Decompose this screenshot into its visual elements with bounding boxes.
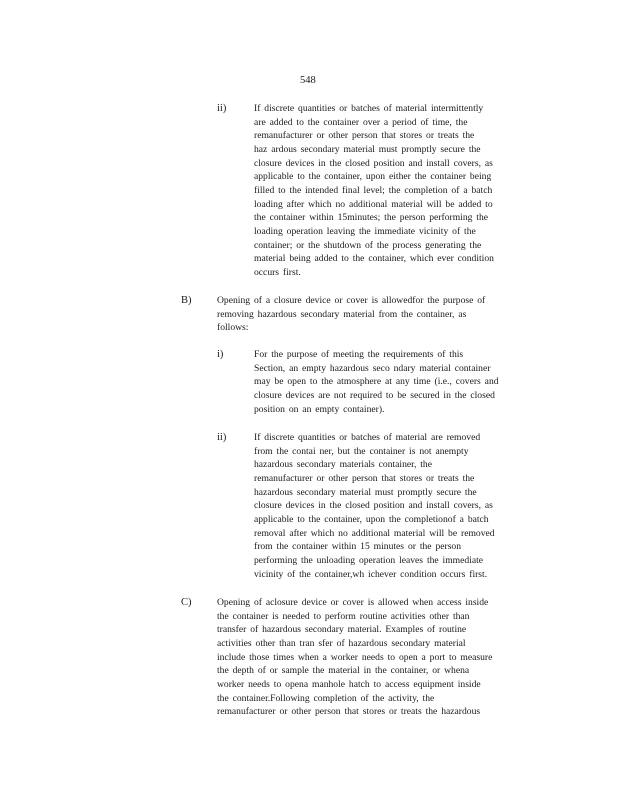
text-line: haz ardous secondary material must promptly secure the xyxy=(254,143,481,155)
text-line: hazardous secondary material must promptly secure the xyxy=(254,486,477,498)
text-line: vicinity of the container,wh ichever condition occurs first. xyxy=(254,568,488,580)
text-line: Section, an empty hazardous seco ndary material container xyxy=(254,362,491,374)
page-number: 548 xyxy=(300,75,316,86)
text-line: If discrete quantities or batches of material intermittently xyxy=(254,103,484,114)
text-line: applicable to the container, upon either the container being xyxy=(254,171,492,183)
text-line: include those times when a worker needs to open a port to measure xyxy=(217,651,493,663)
text-line: remanufacturer or other person that stores or treats the xyxy=(254,130,475,142)
text-line: follows: xyxy=(217,322,249,334)
text-line: are added to the container over a period of time, the xyxy=(254,116,468,128)
item-label-c: C) xyxy=(181,597,192,608)
text-line: remanufacturer or other person that stores or treats the hazardous xyxy=(217,706,481,718)
text-line: the container is needed to perform routine activities other than xyxy=(217,610,470,622)
paragraph-i-empty-container xyxy=(254,348,537,416)
text-line: worker needs to opena manhole hatch to access equipment inside xyxy=(217,678,481,690)
text-line: performing the unloading operation leaves the immediate xyxy=(254,554,484,566)
text-line: activities other than tran sfer of hazardous secondary material xyxy=(217,637,466,649)
text-line: Opening of aclosure device or cover is allowed when access inside xyxy=(217,597,489,608)
text-line: from the container within 15 minutes or the person xyxy=(254,541,462,553)
text-line: may be open to the atmosphere at any time (i.e., covers and xyxy=(254,376,499,388)
text-line: Opening of a closure device or cover is allowedfor the purpose of xyxy=(217,295,486,306)
text-line: remanufacturer or other person that stores or treats the xyxy=(254,472,475,484)
text-line: hazardous secondary materials container, the xyxy=(254,459,432,471)
text-line: position on an empty container). xyxy=(254,403,385,415)
text-line: closure devices in the closed position and install covers, as xyxy=(254,500,493,512)
paragraph-b-opening-for-removal xyxy=(217,294,533,335)
text-line: material being added to the container, which ever condition xyxy=(254,253,494,265)
text-line: loading operation leaving the immediate vicinity of the xyxy=(254,225,476,237)
text-line: removal after which no additional material will be removed xyxy=(254,527,495,539)
text-line: transfer of hazardous secondary material. Examples of routine xyxy=(217,624,467,636)
text-line: For the purpose of meeting the requirements of this xyxy=(254,349,464,360)
text-line: occurs first. xyxy=(254,266,301,278)
text-line: the container within 15minutes; the person performing the xyxy=(254,212,489,224)
paragraph-ii-batches-removed xyxy=(254,431,535,581)
text-line: container; or the shutdown of the process generating the xyxy=(254,239,482,251)
paragraph-c-routine-access xyxy=(217,596,537,719)
item-label-ii: ii) xyxy=(217,103,227,114)
item-label-i: i) xyxy=(217,349,224,360)
text-line: loading after which no additional material will be added to xyxy=(254,198,493,210)
text-line: the container.Following completion of the activity, the xyxy=(217,692,435,704)
text-line: filled to the intended final level; the completion of a batch xyxy=(254,184,493,196)
text-line: closure devices are not required to be secured in the closed xyxy=(254,389,495,401)
text-line: the depth of or sample the material in the container, or whena xyxy=(217,665,470,677)
text-line: closure devices in the closed position and install covers, as xyxy=(254,157,493,169)
text-line: applicable to the container, upon the completionof a batch xyxy=(254,513,489,525)
text-line: from the contai ner, but the container is not anempty xyxy=(254,445,469,457)
text-line: If discrete quantities or batches of material are removed xyxy=(254,432,481,443)
paragraph-ii-intermittent-added xyxy=(254,102,533,280)
item-label-b: B) xyxy=(181,295,192,306)
item-label-ii: ii) xyxy=(217,432,227,443)
text-line: removing hazardous secondary material from the container, as xyxy=(217,308,467,320)
